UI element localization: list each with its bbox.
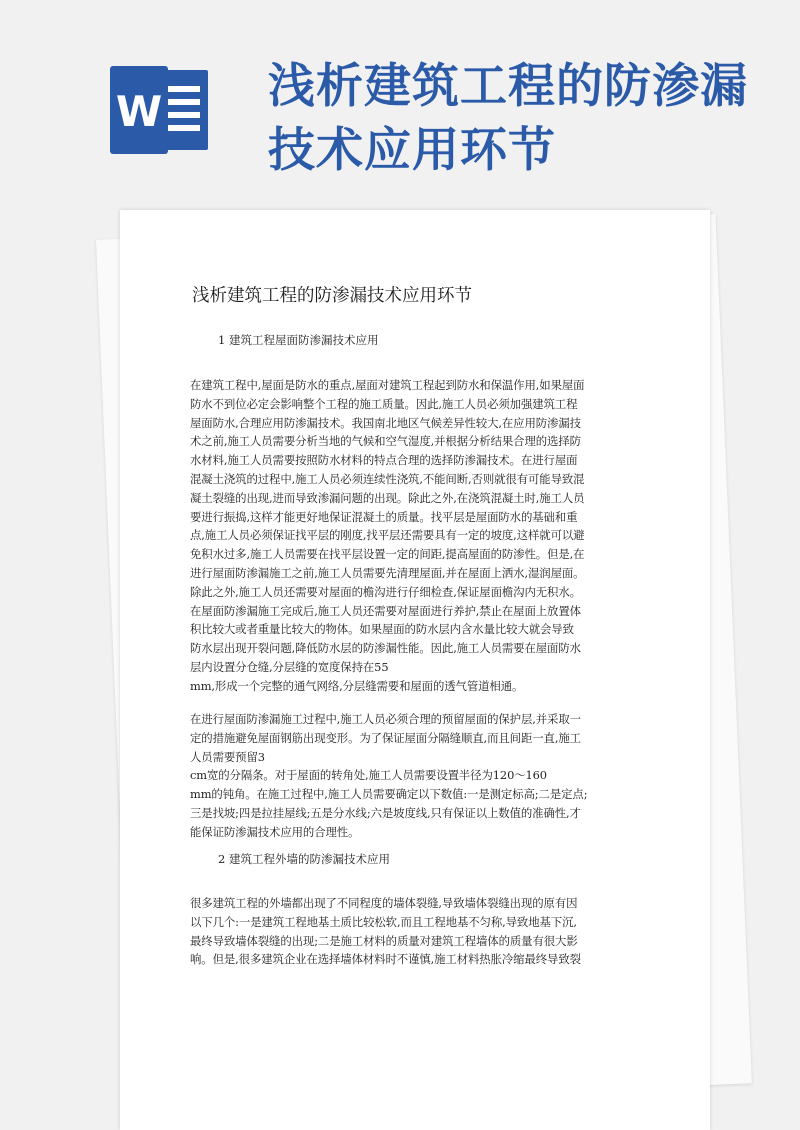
text-line: 积比较大或者重量比较大的物体。如果屋面的防水层内含水量比较大就会导致 <box>190 622 574 637</box>
banner-title-line-2: 技术应用环节 <box>268 123 556 178</box>
text-line: 除此之外,施工人员还需要对屋面的檐沟进行仔细检查,保证屋面檐沟内无积水。 <box>190 584 581 599</box>
document-page <box>120 210 710 1130</box>
text-line: 能保证防渗漏技术应用的合理性。 <box>190 824 360 839</box>
text-line: 以下几个:一是建筑工程地基土质比较松软,而且工程地基不匀称,导致地基下沉, <box>190 914 577 929</box>
paragraph-wall-1 <box>190 894 652 969</box>
text-line: 层内设置分仓缝,分层缝的宽度保持在55 <box>190 659 389 674</box>
text-line: 凝土裂缝的出现,进而导致渗漏问题的出现。除此之外,在浇筑混凝土时,施工人员 <box>190 490 585 505</box>
document-title: 浅析建筑工程的防渗漏技术应用环节 <box>192 286 472 306</box>
text-line: 混凝土浇筑的过程中,施工人员必须连续性浇筑,不能间断,否则就很有可能导致混 <box>190 471 585 486</box>
text-line: 屋面防水,合理应用防渗漏技术。我国南北地区气候差异性较大,在应用防渗漏技 <box>190 415 581 430</box>
text-line: cm宽的分隔条。对于屋面的转角处,施工人员需要设置半径为120～160 <box>190 768 547 783</box>
text-line: 免积水过多,施工人员需要在找平层设置一定的间距,提高屋面的防渗性。但是,在 <box>190 547 585 562</box>
text-line: 人员需要预留3 <box>190 749 265 764</box>
text-line: 响。但是,很多建筑企业在选择墙体材料时不谨慎,施工材料热胀冷缩最终导致裂 <box>190 952 581 967</box>
text-line: 术之前,施工人员需要分析当地的气候和空气湿度,并根据分析结果合理的选择防 <box>190 434 581 449</box>
paragraph-roof-1 <box>190 376 652 696</box>
text-line: 点,施工人员必须保证找平层的刚度,找平层还需要具有一定的坡度,这样就可以避 <box>190 528 585 543</box>
text-line: 在进行屋面防渗漏施工过程中,施工人员必须合理的预留屋面的保护层,并采取一 <box>190 712 581 726</box>
text-line: 防水不到位必定会影响整个工程的施工质量。因此,施工人员必须加强建筑工程 <box>190 396 578 411</box>
text-line: 水材料,施工人员需要按照防水材料的特点合理的选择防渗漏技术。在进行屋面 <box>190 453 578 468</box>
text-line: 进行屋面防渗漏施工之前,施工人员需要先清理屋面,并在屋面上洒水,湿润屋面。 <box>190 565 585 580</box>
banner-title-line-1: 浅析建筑工程的防渗漏 <box>268 59 748 114</box>
text-line: 要进行振捣,这样才能更好地保证混凝土的质量。找平层是屋面防水的基础和重 <box>190 509 578 524</box>
text-line: 最终导致墙体裂缝的出现;二是施工材料的质量对建筑工程墙体的质量有很大影 <box>190 933 578 948</box>
text-line: mm,形成一个完整的通气网络,分层缝需要和屋面的透气管道相通。 <box>190 678 524 693</box>
text-line: mm的钝角。在施工过程中,施工人员需要确定以下数值:一是测定标高;二是定点; <box>190 787 588 802</box>
section-heading-roof: 1 建筑工程屋面防渗漏技术应用 <box>218 333 379 347</box>
text-line: 在建筑工程中,屋面是防水的重点,屋面对建筑工程起到防水和保温作用,如果屋面 <box>190 378 585 392</box>
logo-letter: W <box>115 87 163 136</box>
text-line: 三是找坡;四是拉挂屋线;五是分水线;六是坡度线,只有保证以上数值的准确性,才 <box>190 805 581 820</box>
section-heading-exterior-wall: 2 建筑工程外墙的防渗漏技术应用 <box>218 852 390 866</box>
word-document-icon <box>110 66 212 154</box>
text-line: 很多建筑工程的外墙都出现了不同程度的墙体裂缝,导致墙体裂缝出现的原有因 <box>190 896 578 910</box>
text-line: 在屋面防渗漏施工完成后,施工人员还需要对屋面进行养护,禁止在屋面上放置体 <box>190 603 581 618</box>
text-line: 防水层出现开裂问题,降低防水层的防渗漏性能。因此,施工人员需要在屋面防水 <box>190 641 581 656</box>
paragraph-roof-2 <box>190 710 652 842</box>
text-line: 定的措施避免屋面钢筋出现变形。为了保证屋面分隔缝顺直,而且间距一直,施工 <box>190 730 581 745</box>
banner-title <box>268 55 788 183</box>
